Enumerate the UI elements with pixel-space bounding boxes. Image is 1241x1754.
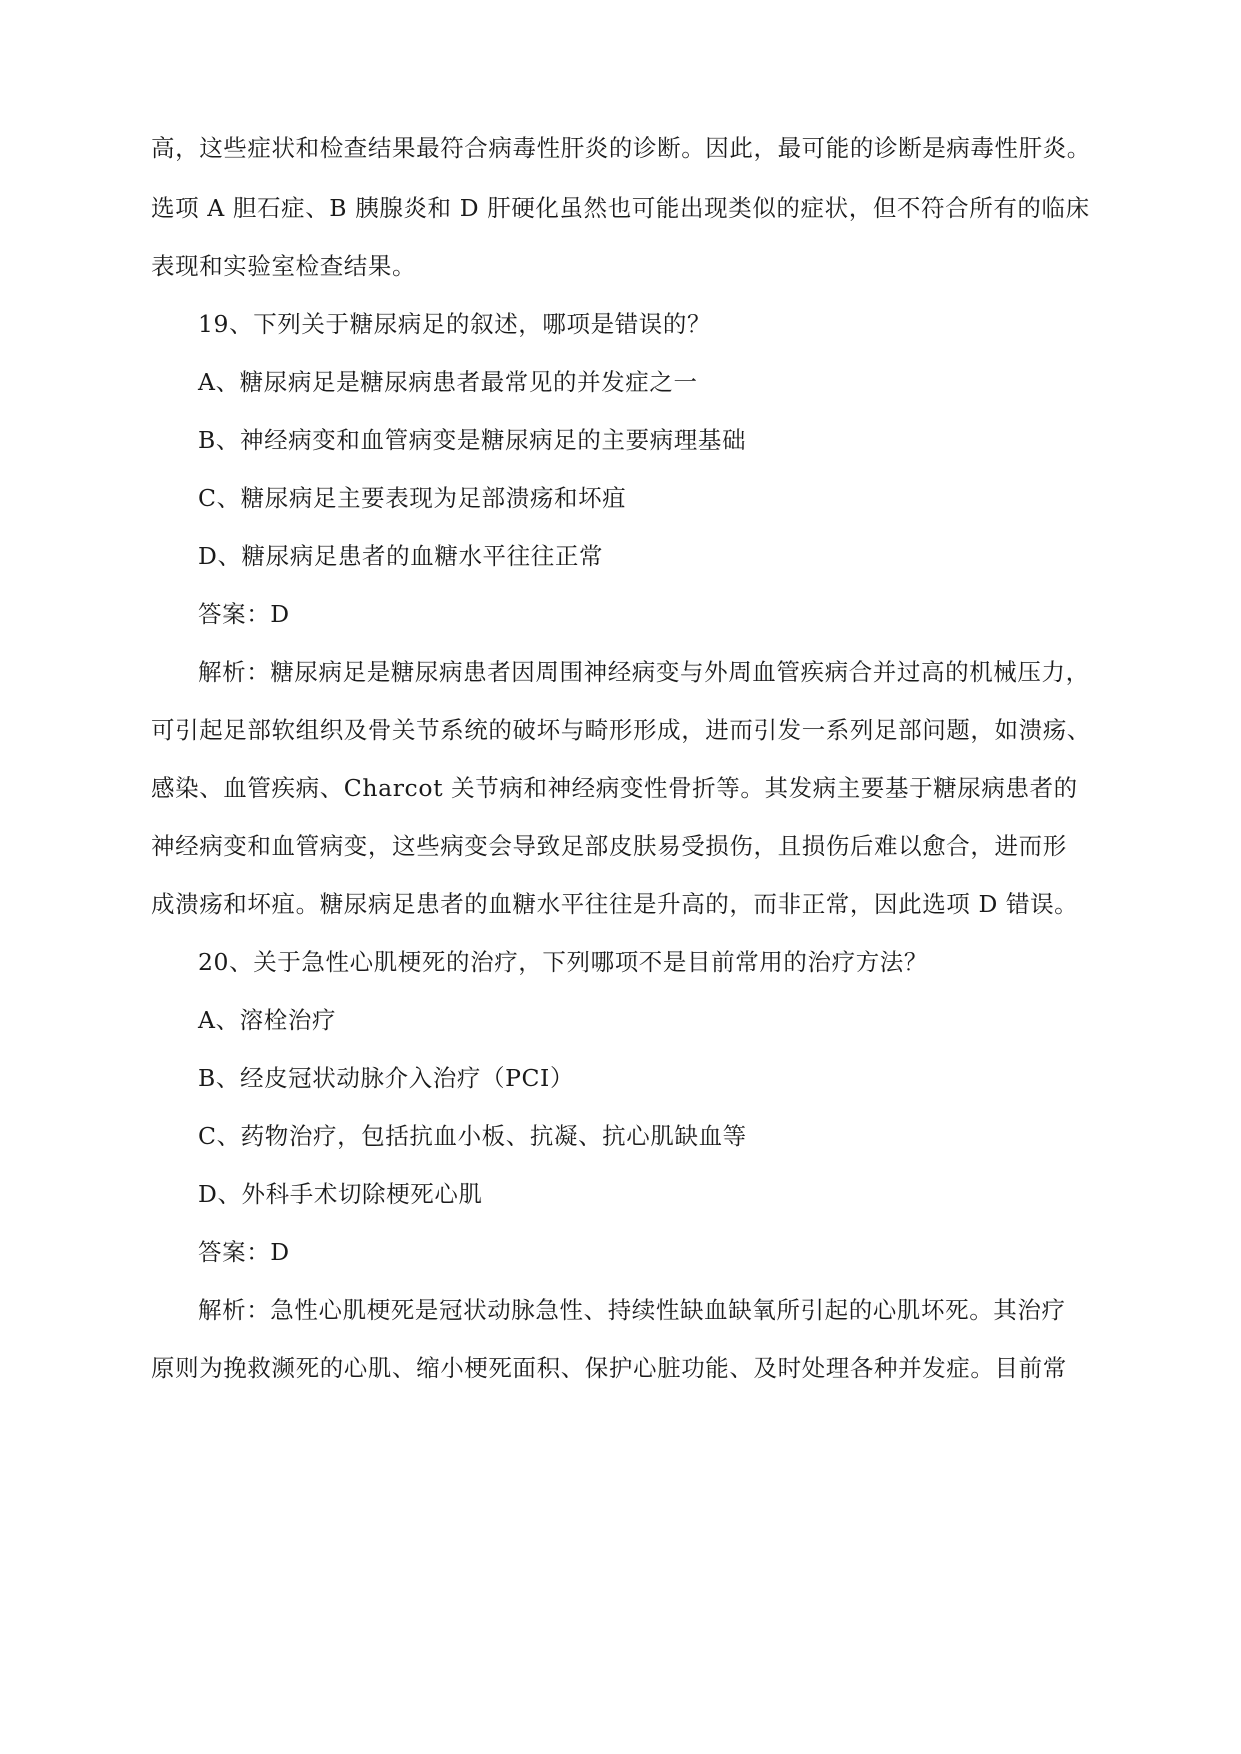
- q19-analysis-line: 解析：糖尿病足是糖尿病患者因周围神经病变与外周血管疾病合并过高的机械压力，: [198, 658, 1090, 686]
- q19-analysis-line: 成溃疡和坏疽。糖尿病足患者的血糖水平往往是升高的，而非正常，因此选项 D 错误。: [151, 890, 1079, 918]
- q19-answer: 答案：D: [198, 600, 290, 628]
- q19-option-d: D、糖尿病足患者的血糖水平往往正常: [198, 542, 604, 570]
- q19-option-b: B、神经病变和血管病变是糖尿病足的主要病理基础: [198, 426, 747, 454]
- q19-analysis-line: 感染、血管疾病、Charcot 关节病和神经病变性骨折等。其发病主要基于糖尿病患者的: [151, 774, 1078, 802]
- q20-analysis-line: 原则为挽救濒死的心肌、缩小梗死面积、保护心脏功能、及时处理各种并发症。目前常: [151, 1354, 1067, 1382]
- q19-option-a: A、糖尿病足是糖尿病患者最常见的并发症之一: [198, 368, 698, 396]
- q20-option-d: D、外科手术切除梗死心肌: [198, 1180, 483, 1208]
- q19-analysis-line: 可引起足部软组织及骨关节系统的破坏与畸形形成，进而引发一系列足部问题，如溃疡、: [151, 716, 1091, 744]
- q19-option-c: C、糖尿病足主要表现为足部溃疡和坏疽: [198, 484, 627, 512]
- q19-analysis-line: 神经病变和血管病变，这些病变会导致足部皮肤易受损伤，且损伤后难以愈合，进而形: [151, 832, 1067, 860]
- question-20-title: 20、关于急性心肌梗死的治疗，下列哪项不是目前常用的治疗方法？: [198, 948, 929, 976]
- question-19-title: 19、下列关于糖尿病足的叙述，哪项是错误的？: [198, 310, 712, 338]
- q20-answer: 答案：D: [198, 1238, 290, 1266]
- continued-text-line: 高，这些症状和检查结果最符合病毒性肝炎的诊断。因此，最可能的诊断是病毒性肝炎。: [151, 134, 1091, 162]
- q20-option-c: C、药物治疗，包括抗血小板、抗凝、抗心肌缺血等: [198, 1122, 747, 1150]
- continued-text-line: 选项 A 胆石症、B 胰腺炎和 D 肝硬化虽然也可能出现类似的症状，但不符合所有的临床: [151, 194, 1090, 222]
- q20-analysis-line: 解析：急性心肌梗死是冠状动脉急性、持续性缺血缺氧所引起的心肌坏死。其治疗: [198, 1296, 1066, 1324]
- continued-text-line: 表现和实验室检查结果。: [151, 252, 417, 280]
- q20-option-a: A、溶栓治疗: [198, 1006, 337, 1034]
- q20-option-b: B、经皮冠状动脉介入治疗（PCI）: [198, 1064, 575, 1092]
